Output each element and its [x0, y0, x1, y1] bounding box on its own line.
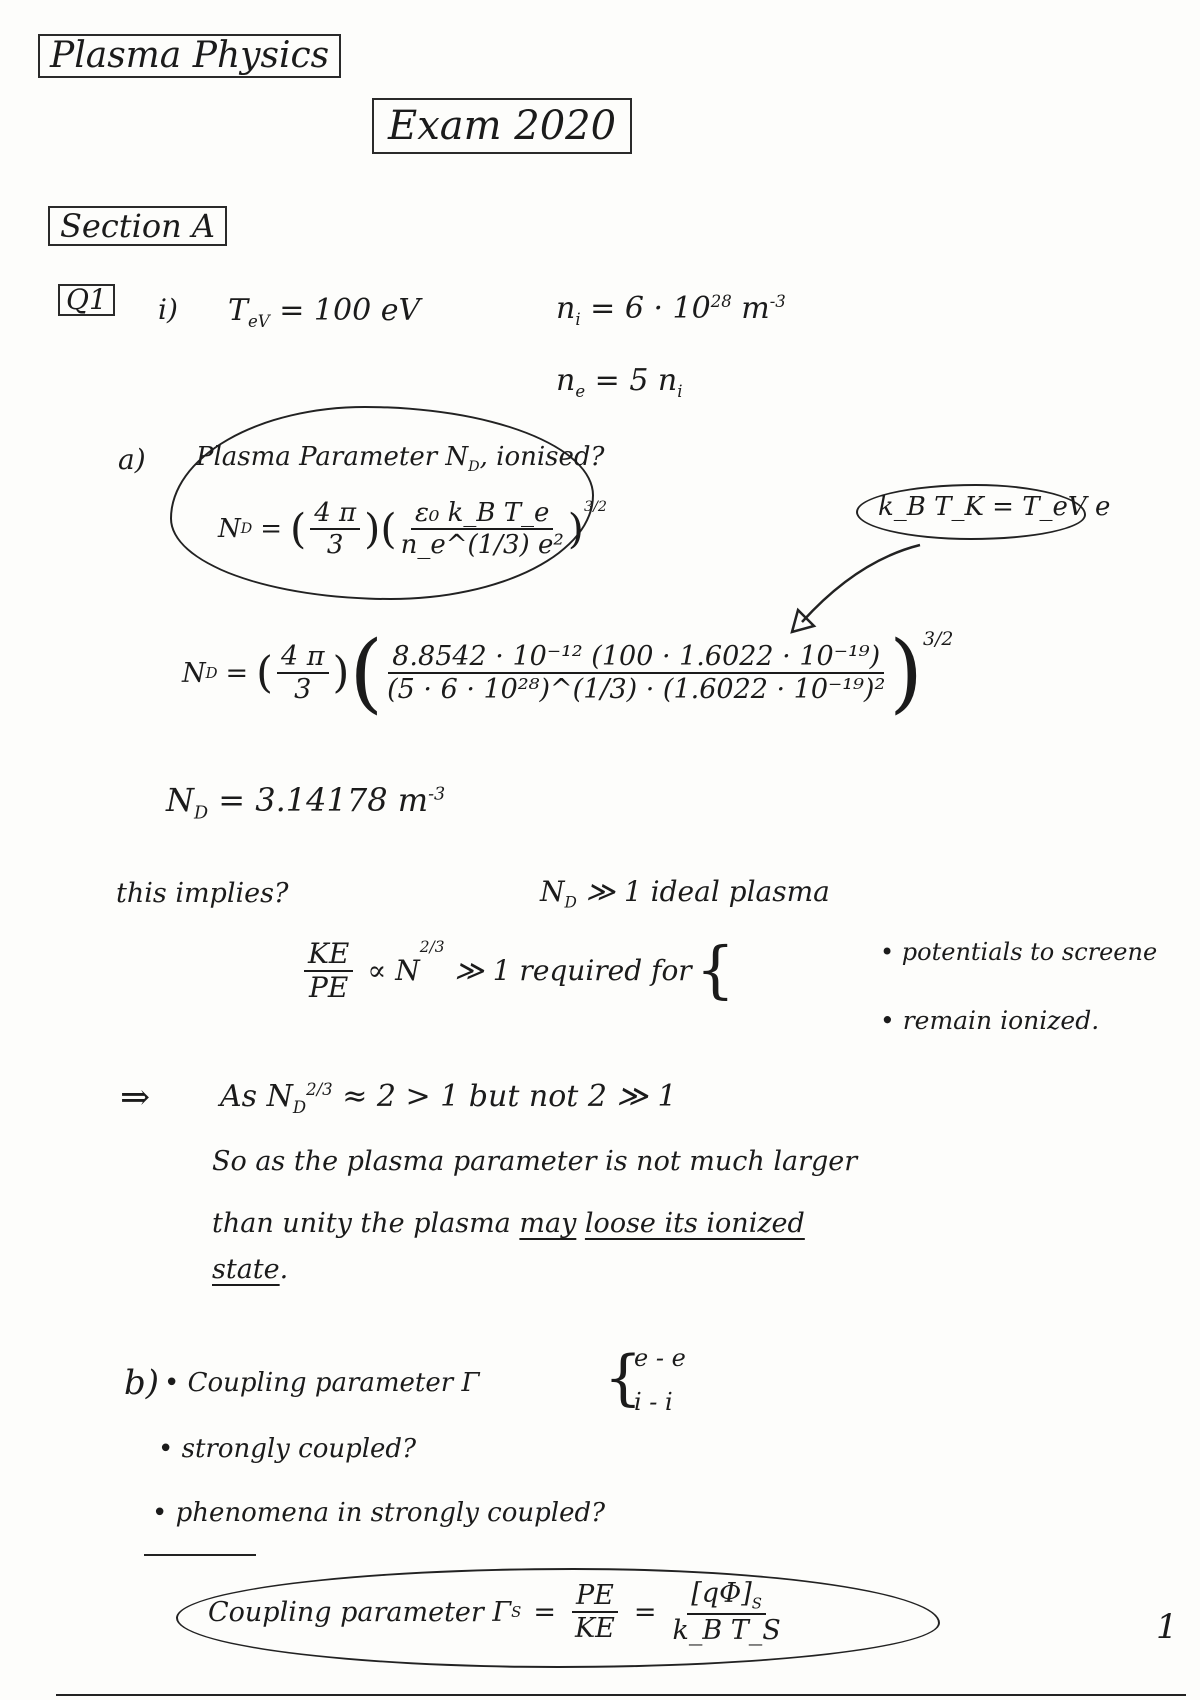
given-electron-density: $n_e = 5$ $n_i$: [556, 363, 683, 401]
requirement-screening: • potentials to screene: [880, 938, 1158, 966]
page-number: 1: [1156, 1607, 1178, 1647]
document-title: Plasma Physics: [38, 34, 341, 78]
exam-heading: Exam 2020: [372, 98, 632, 154]
part-b-item-strongly: • strongly coupled?: [158, 1434, 417, 1464]
requirement-ionized: • remain ionized.: [880, 1006, 1100, 1035]
part-b-label: b): [124, 1363, 160, 1403]
ideal-plasma-condition: $N_D$ ≫ 1 ideal plasma: [540, 875, 830, 912]
temperature-conversion-note: k_B T_K = T_eV e: [878, 492, 1111, 522]
plasma-parameter-result: $N_D = 3.14178$ $m^{-3}$: [166, 781, 446, 824]
brace: {: [604, 1343, 643, 1413]
plasma-parameter-calculation: N D = ( $\frac{4 \pi}{3}$ ) ( $\frac{\text{8.8542 · 10⁻¹² (100 · 1.6022 · 10⁻¹⁹)}}{\text{(5 · 6 · 10²⁸)\textasciicircum{}(1/3) · (1.6022 · 10⁻¹⁹)²}}$ ) $^{3/2}$: [182, 623, 954, 723]
part-a-heading: Plasma Parameter $N_D$, ionised?: [196, 442, 605, 476]
implies-question: this implies?: [116, 878, 289, 909]
coupling-type-electron: e - e: [634, 1344, 686, 1372]
implication-arrow: ⇒: [120, 1077, 151, 1118]
emphasis-may: may: [519, 1208, 577, 1239]
part-a-label: a): [118, 443, 146, 476]
coupling-type-ion: i - i: [634, 1388, 673, 1416]
part-b-item-phenomena: • phenomena in strongly coupled?: [152, 1498, 606, 1528]
coupling-parameter-definition: Coupling parameter Γ S = $\frac{PE}{KE}$ = $\frac{[q\Phi]_S}{\text{k\_B T\_S}}$: [208, 1578, 781, 1647]
question-label: Q1: [58, 284, 115, 316]
page-bottom-rule: [56, 1694, 1186, 1696]
part-b-item-coupling: • Coupling parameter Γ: [164, 1368, 480, 1398]
section-heading: Section A: [48, 206, 227, 246]
energy-ratio-relation: $\frac{KE}{PE}$ ∝ N 2/3 ≫ 1 required for {: [300, 940, 739, 1002]
conclusion-line-2: than unity the plasma may loose its ionized: [212, 1208, 805, 1239]
section-underline: [144, 1554, 256, 1556]
given-item-label: i): [158, 293, 178, 326]
emphasis-ionized: loose its ionized: [584, 1208, 805, 1239]
given-temperature: $T_{eV} = 100$ eV: [228, 293, 421, 331]
plasma-parameter-estimate: As $N_D^{2/3} \approx 2 > 1$ but not 2 ≫ 1: [220, 1079, 677, 1117]
given-ion-density: $n_i = 6 \cdot 10^{28}$ $m^{-3}$: [556, 291, 786, 329]
conclusion-line-1: So as the plasma parameter is not much larger: [212, 1146, 858, 1177]
plasma-parameter-formula: N D = ( $\frac{4 \pi}{3}$ ) ( $\frac{\text{ε₀ k\_B T\_e}}{\text{n\_e\textasciicircum{}(1/3) e²}}$ ) $^{3/2}$: [218, 498, 607, 560]
conclusion-line-3: state.: [212, 1254, 289, 1285]
